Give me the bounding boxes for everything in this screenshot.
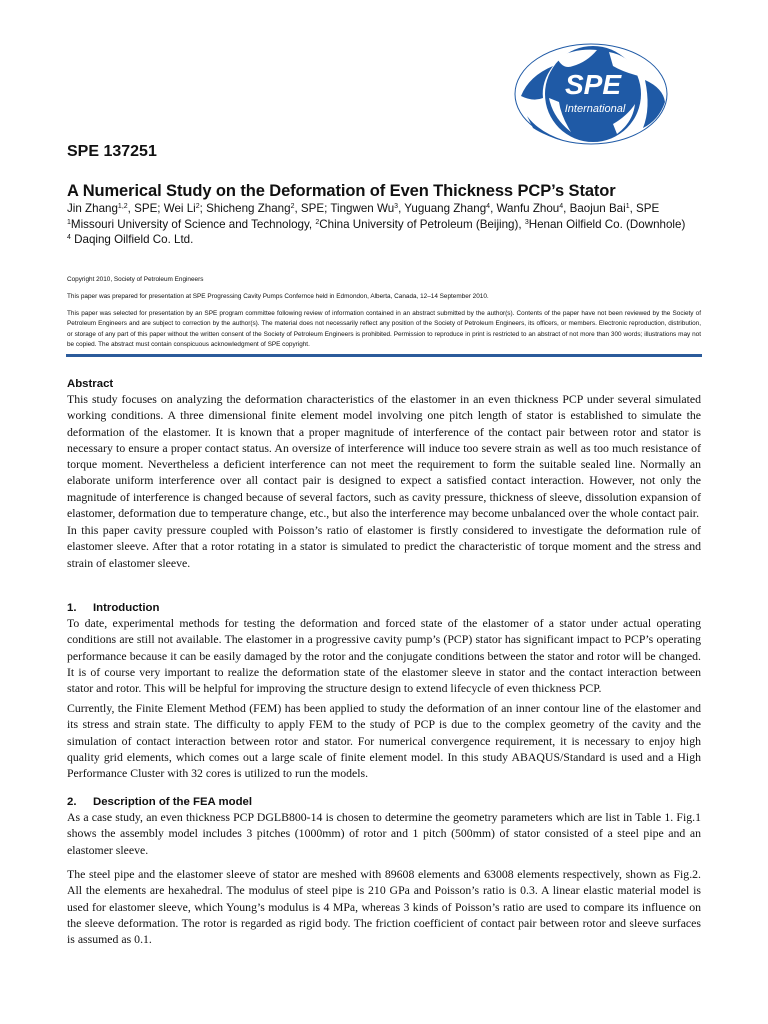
author-name: Shicheng Zhang [206,202,291,215]
copyright-notice: Copyright 2010, Society of Petroleum Engineers [67,276,204,283]
author-block [67,201,685,248]
affiliation-mark: 2 [315,218,320,226]
affiliation-text: China University of Petroleum (Beijing), [319,217,525,231]
presentation-notice: This paper was prepared for presentation at SPE Progressing Cavity Pumps Confernce held in Edmondon, Alberta, Canada, 12–14 September 2010. [67,293,489,300]
body-paragraph: To date, experimental methods for testing the deformation and forced state of the elastomer of a stator under actual operating conditions are still not available. The elastomer in a progressive cavity pump’s (PCP) stator has significant impact to PCP’s operating performance because it can be easily damaged by the rotor and the conjugate conditions between the stator and rotor will be changed. It is of course very important to realize the deformation state of the elastomer sleeve in stator and the contact interaction between stator and rotor. This will be helpful for improving the structure design to extend lifecycle of even thickness PCP. [67,616,701,696]
author-affiliation-mark: 4 [486,203,491,210]
author-affiliation-mark: 1,2 [117,203,128,210]
section-heading-introduction [67,602,159,614]
author-affiliation-mark: 2 [195,203,200,210]
affiliation-line [67,232,685,248]
section-number: 2. [67,796,77,808]
logo-text: SPE [564,69,622,100]
paper-id: SPE 137251 [67,143,157,160]
author-affiliation-mark: 2 [290,203,295,210]
author-name: Yuguang Zhang [404,202,487,215]
body-paragraph: The steel pipe and the elastomer sleeve of stator are meshed with 89608 elements and 63008 elements respectively, shown as Fig.2. All the elements are hexahedral. The modulus of steel pipe is 210 GPa and Poisson’s ratio is 0.3. A linear elastic material model is used for elastomer sleeve, which Young’s modulus is 4 MPa, whereas 3 kinds of Poisson’s ratio are used to compare its influence on the sleeve deformation. The rotor is regarded as rigid body. The friction coefficient of contact pair between rotor and sleeve surfaces is assumed as 0.1. [67,867,701,947]
section-title: Introduction [93,602,160,614]
author-separator: ; [199,202,207,215]
affiliation-mark: 4 [67,234,71,241]
author-separator: , [398,202,405,215]
body-paragraph: Currently, the Finite Element Method (FEM) has been applied to study the deformation of an inner contour line of the elastomer and its stress and strain state. The difficulty to apply FEM to the study of PCP is due to the complex geometry of the cavity and the simulation of contact interaction between rotor and stator. For numerical convergence requirement, it is necessary to enjoy high quality grid elements, which comes out a large scale of finite element model. In this study ABAQUS/Standard is used and a High Performance Cluster with 32 cores is utilized to run the models. [67,701,701,781]
author-affiliation-mark: 4 [559,203,564,210]
spe-international-logo [513,36,683,156]
review-disclaimer: This paper was selected for presentation by an SPE program committee following review of information contained in an abstract submitted by the author(s). Contents of the paper have not been reviewed by the Society of Petroleum Engineers and are subject to correction by the author(s). The material does not necessarily reflect any position of the Society of Petroleum Engineers, its officers, or members. Electronic reproduction, distribution, or storage of any part of this paper without the written consent of the Society of Petroleum Engineers is prohibited. Permission to reproduce in print is restricted to an abstract of not more than 300 words; illustrations may not be copied. The abstract must contain conspicuous acknowledgment of SPE copyright. [67,310,701,349]
section-title: Description of the FEA model [93,796,253,808]
author-affiliation-mark: 1 [625,203,630,210]
body-paragraph: As a case study, an even thickness PCP DGLB800-14 is chosen to determine the geometry parameters which are list in Table 1. Fig.1 shows the assembly model includes 3 pitches (1000mm) of rotor and 1 pitch (500mm) of stator consisted of a steel pipe and an elastomer sleeve. [67,810,701,857]
author-name: Tingwen Wu [330,202,395,215]
author-separator: , [490,202,497,215]
author-separator: , [563,202,570,215]
affiliation-text: Henan Oilfield Co. (Downhole) [528,217,686,231]
abstract-paragraph: In this paper cavity pressure coupled with Poisson’s ratio of elastomer is firstly considered to investigate the deformation rule of elastomer sleeve. After that a rotor rotating in a stator is simulated to predict the characteristic of torque moment and the stress and strain of elastomer sleeve. [67,523,701,570]
author-affiliation-mark: 3 [394,203,399,210]
affiliation-line [67,217,685,233]
author-name: Wanfu Zhou [496,202,560,215]
section-number: 1. [67,602,77,614]
section-heading-fea-model [67,796,252,808]
logo-subtext: International [564,103,626,115]
header-divider [66,354,702,357]
author-name: Baojun Bai [569,202,626,215]
affiliation-mark: 3 [524,218,529,226]
affiliation-mark: 1 [67,218,71,226]
abstract-heading: Abstract [67,378,114,390]
author-separator: , SPE; [294,202,331,215]
author-line [67,201,685,217]
affiliation-text: Missouri University of Science and Technology, [70,217,316,231]
affiliation-text: Daqing Oilfield Co. Ltd. [70,233,194,246]
author-name: Wei Li [163,202,196,215]
abstract-paragraph: This study focuses on analyzing the deformation characteristics of the elastomer in an even thickness PCP under several simulated working conditions. A three dimensional finite element model involving one pitch length of stator is established to simulate the deformation of the elastomer. It is known that a proper magnitude of interference of the contact pair between rotor and stator is necessary to ensure a proper contact status. An oversize of interference will induce too severe strain as well as too much resistance of torque moment. Nevertheless a deficient interference can not meet the requirement to form the suitable sealed line. Normally an elaborate uniform interference over all contact pair is designed to expect a satisfied contact interaction. However, not only the magnitude of interference is changed because of several factors, such as cavity pressure, thickness of sleeve, dissolution expansion of elastomer, deformation due to temperature change, etc., but also the interference may become unbalanced over the whole contact pair. [67,392,701,521]
author-name: Jin Zhang [67,202,118,215]
author-separator: , SPE; [127,202,164,215]
paper-title: A Numerical Study on the Deformation of Even Thickness PCP’s Stator [67,182,616,200]
author-separator: , SPE [629,202,660,215]
